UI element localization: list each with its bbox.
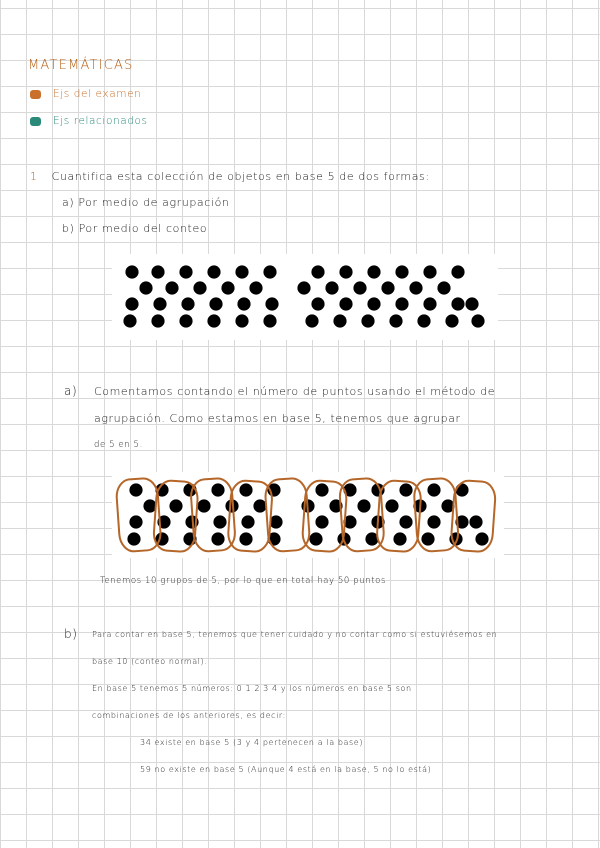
option-a: a) Por medio de agrupación: [62, 196, 230, 209]
dot: [423, 297, 436, 310]
dot: [475, 532, 488, 545]
dot: [409, 281, 422, 294]
answer-a-label: a): [64, 384, 78, 398]
dot: [339, 265, 352, 278]
grouped-dots-figure: [112, 472, 504, 558]
dot: [357, 499, 370, 512]
dot: [311, 265, 324, 278]
dot: [399, 515, 412, 528]
dot: [339, 297, 352, 310]
answer-b-line1: Para contar en base 5, tenemos que tener cuidado y no contar como si estuviésemos en: [92, 630, 498, 639]
dot: [423, 265, 436, 278]
dot: [165, 281, 178, 294]
dot: [197, 499, 210, 512]
dot: [139, 281, 152, 294]
dot: [445, 314, 458, 327]
dot: [129, 515, 142, 528]
dot: [451, 265, 464, 278]
dot: [395, 265, 408, 278]
dot: [241, 515, 254, 528]
dot: [427, 515, 440, 528]
dot: [455, 483, 468, 496]
dot: [153, 297, 166, 310]
dot: [305, 314, 318, 327]
dot: [237, 297, 250, 310]
dot: [263, 314, 276, 327]
grouped-dots-svg: [112, 472, 504, 558]
dot: [311, 297, 324, 310]
dot: [451, 297, 464, 310]
dot: [381, 281, 394, 294]
dot: [393, 532, 406, 545]
legend-exam-swatch-icon: [30, 90, 41, 99]
dot: [249, 281, 262, 294]
answer-b-example2: 59 no existe en base 5 (Aunque 4 está en la base, 5 no lo está): [140, 765, 432, 774]
dot: [193, 281, 206, 294]
legend-related-swatch-icon: [30, 117, 41, 126]
dot: [367, 265, 380, 278]
option-b: b) Por medio del conteo: [62, 222, 208, 235]
answer-b-line4: combinaciones de los anteriores, es decir:: [92, 711, 286, 720]
dot: [235, 265, 248, 278]
dot: [239, 532, 252, 545]
legend-exam-label: Ejs del examen: [53, 88, 142, 100]
dot: [253, 499, 266, 512]
dot: [315, 515, 328, 528]
dot: [235, 314, 248, 327]
dot: [297, 281, 310, 294]
dot: [469, 515, 482, 528]
dot: [367, 297, 380, 310]
answer-a-line1: Comentamos contando el número de puntos usando el método de: [94, 385, 496, 398]
dot: [151, 314, 164, 327]
dot-collection-svg: [112, 254, 498, 340]
dot: [221, 281, 234, 294]
dot: [179, 265, 192, 278]
dot: [239, 483, 252, 496]
legend-related-label: Ejs relacionados: [53, 115, 148, 127]
dot: [211, 532, 224, 545]
exercise-number: 1: [30, 170, 38, 183]
legend-related: [30, 115, 148, 127]
dot: [395, 297, 408, 310]
dot: [125, 265, 138, 278]
dot: [169, 499, 182, 512]
dot: [465, 297, 478, 310]
dot: [417, 314, 430, 327]
dot: [421, 532, 434, 545]
legend-exam: [30, 88, 141, 100]
dot: [213, 515, 226, 528]
dot: [211, 483, 224, 496]
answer-b-line3: En base 5 tenemos 5 números: 0 1 2 3 4 y los números en base 5 son: [92, 684, 412, 693]
dot: [127, 532, 140, 545]
answer-b-label: b): [64, 627, 78, 641]
dot: [399, 483, 412, 496]
answer-a-conclusion: Tenemos 10 grupos de 5, por lo que en total hay 50 puntos: [100, 576, 386, 586]
dot: [389, 314, 402, 327]
dot: [333, 314, 346, 327]
dot: [385, 499, 398, 512]
dot: [263, 265, 276, 278]
dot: [129, 483, 142, 496]
dot: [207, 314, 220, 327]
dot: [151, 265, 164, 278]
exercise-prompt-text: Cuantifica esta colección de objetos en base 5 de dos formas:: [51, 170, 430, 183]
dot: [123, 314, 136, 327]
dot: [207, 265, 220, 278]
answer-a-line2: agrupación. Como estamos en base 5, tenemos que agrupar: [94, 412, 461, 425]
dot: [471, 314, 484, 327]
dot: [427, 483, 440, 496]
dot: [265, 297, 278, 310]
dot: [181, 297, 194, 310]
dot: [325, 281, 338, 294]
dot: [361, 314, 374, 327]
dot: [309, 532, 322, 545]
exercise-prompt: [30, 170, 430, 183]
dot: [315, 483, 328, 496]
dot: [437, 281, 450, 294]
answer-b-line2: base 10 (conteo normal).: [92, 657, 208, 666]
page-title: MATEMÁTICAS: [28, 58, 134, 73]
dot: [125, 297, 138, 310]
dot: [179, 314, 192, 327]
dot: [209, 297, 222, 310]
dot-collection-figure: [112, 254, 498, 340]
answer-b-example1: 34 existe en base 5 (3 y 4 pertenecen a la base): [140, 738, 364, 747]
answer-a-line3: de 5 en 5.: [94, 440, 143, 450]
dot: [353, 281, 366, 294]
